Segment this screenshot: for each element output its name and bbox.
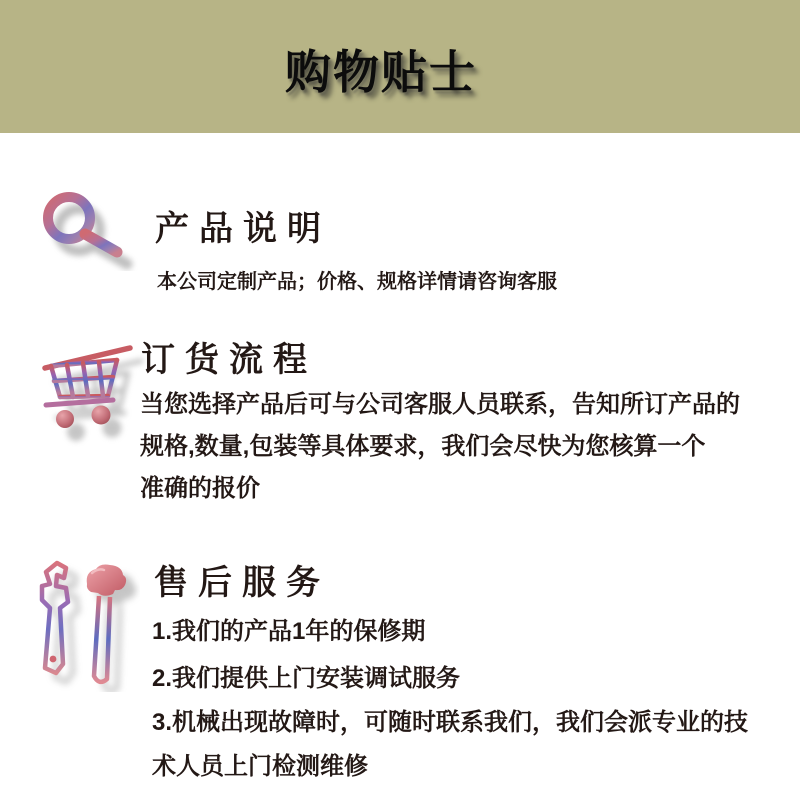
section-text-line: 规格,数量,包装等具体要求，我们会尽快为您核算一个 (140, 433, 706, 460)
section-heading: 产品说明 (155, 210, 331, 248)
section-text-line: 1.我们的产品1年的保修期 (152, 618, 426, 645)
section-text-line: 术人员上门检测维修 (152, 753, 368, 780)
cart-icon (36, 335, 146, 447)
tools-icon (30, 560, 140, 692)
section-text-line: 3.机械出现故障时，可随时联系我们，我们会派专业的技 (152, 709, 749, 736)
section-text-line: 2.我们提供上门安装调试服务 (152, 665, 461, 692)
header-banner (0, 0, 800, 133)
section-heading: 订货流程 (141, 341, 317, 379)
magnifier-icon (34, 191, 138, 271)
section-text-line: 当您选择产品后可与公司客服人员联系，告知所订产品的 (140, 391, 740, 418)
section-heading: 售后服务 (154, 564, 330, 602)
section-text-line: 本公司定制产品；价格、规格详情请咨询客服 (157, 271, 557, 293)
page-title: 购物贴士 (285, 46, 477, 98)
section-text-line: 准确的报价 (140, 475, 260, 502)
